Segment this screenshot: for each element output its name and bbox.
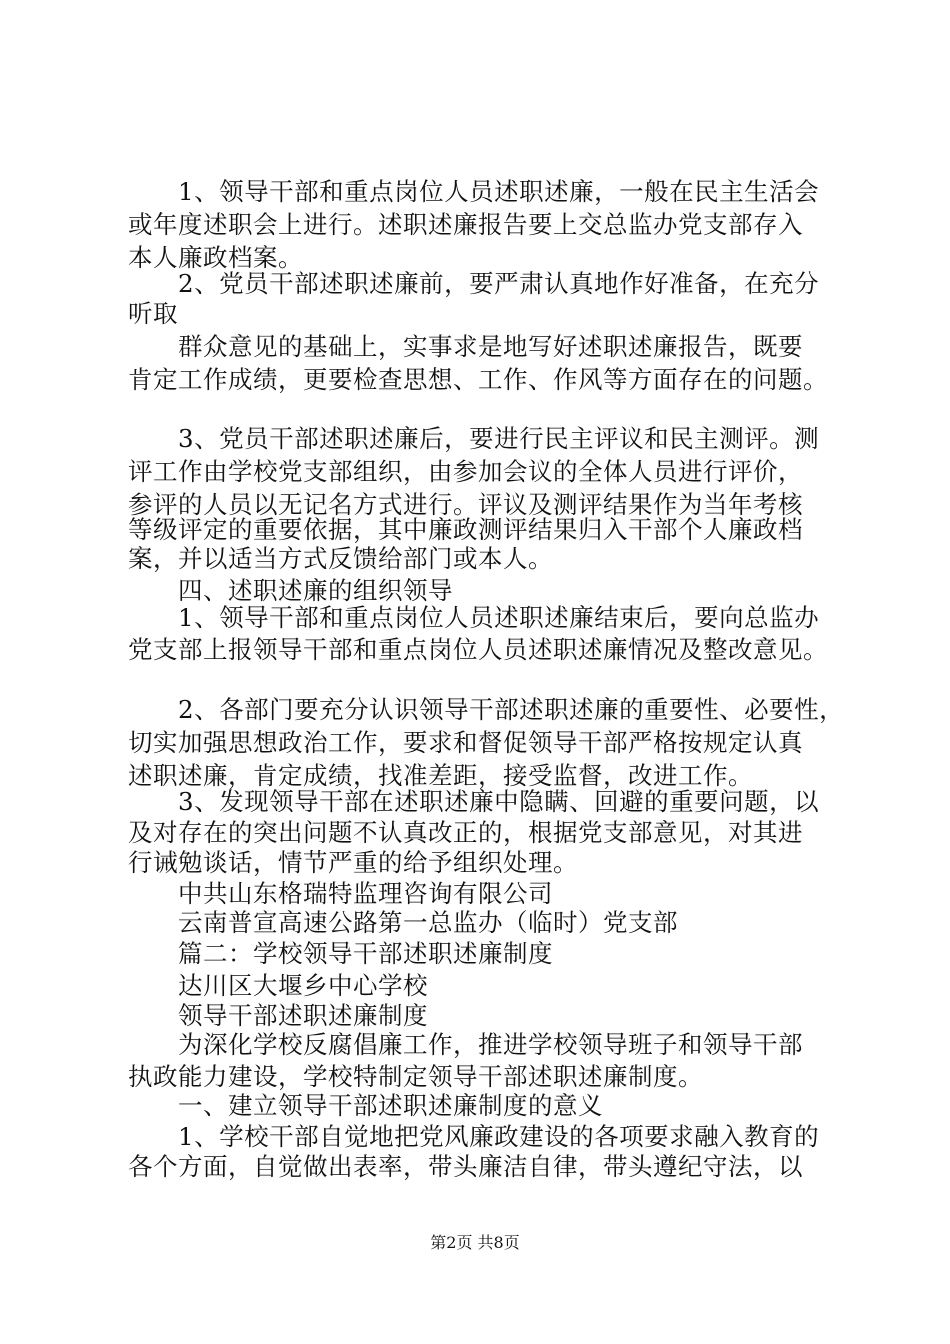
- text-line: 四、述职述廉的组织领导: [128, 576, 453, 605]
- text-line: 1、学校干部自觉地把党风廉政建设的各项要求融入教育的: [128, 1122, 820, 1151]
- text-line: 参评的人员以无记名方式进行。评议及测评结果作为当年考核: [128, 490, 803, 519]
- text-line: 听取: [128, 299, 178, 328]
- text-line: 各个方面，自觉做出表率，带头廉洁自律，带头遵纪守法，以: [128, 1152, 803, 1181]
- text-line: 1、领导干部和重点岗位人员述职述廉结束后，要向总监办: [128, 603, 820, 632]
- text-line: 为深化学校反腐倡廉工作，推进学校领导班子和领导干部: [128, 1030, 803, 1059]
- text-line: 或年度述职会上进行。述职述廉报告要上交总监办党支部存入: [128, 210, 803, 239]
- text-line: 中共山东格瑞特监理咨询有限公司: [128, 879, 553, 908]
- text-line: 1、领导干部和重点岗位人员述职述廉，一般在民主生活会: [128, 177, 820, 206]
- text-line: 3、党员干部述职述廉后，要进行民主评议和民主测评。测: [128, 424, 820, 453]
- text-line: 本人廉政档案。: [128, 243, 303, 272]
- text-line: 领导干部述职述廉制度: [128, 1001, 428, 1030]
- text-line: 2、党员干部述职述廉前，要严肃认真地作好准备，在充分: [128, 269, 820, 298]
- text-line: 述职述廉，肯定成绩，找准差距，接受监督，改进工作。: [128, 761, 753, 790]
- text-line: 云南普宣高速公路第一总监办（临时）党支部: [128, 908, 678, 937]
- text-line: 切实加强思想政治工作，要求和督促领导干部严格按规定认真: [128, 728, 803, 757]
- text-line: 群众意见的基础上，实事求是地写好述职述廉报告，既要: [128, 332, 803, 361]
- text-line: 行诫勉谈话，情节严重的给予组织处理。: [128, 848, 578, 877]
- text-line: 案，并以适当方式反馈给部门或本人。: [128, 544, 553, 573]
- text-line: 篇二：学校领导干部述职述廉制度: [128, 939, 553, 968]
- text-line: 达川区大堰乡中心学校: [128, 971, 428, 1000]
- text-line: 3、发现领导干部在述职述廉中隐瞒、回避的重要问题，以: [128, 787, 820, 816]
- page-footer: 第2页 共8页: [430, 1233, 520, 1252]
- text-line: 执政能力建设，学校特制定领导干部述职述廉制度。: [128, 1062, 703, 1091]
- text-line: 党支部上报领导干部和重点岗位人员述职述廉情况及整改意见。: [128, 635, 828, 664]
- text-line: 及对存在的突出问题不认真改正的，根据党支部意见，对其进: [128, 818, 803, 847]
- text-line: 一、建立领导干部述职述廉制度的意义: [128, 1091, 603, 1120]
- text-line: 2、各部门要充分认识领导干部述职述廉的重要性、必要性，: [128, 695, 845, 724]
- text-line: 肯定工作成绩，更要检查思想、工作、作风等方面存在的问题。: [128, 365, 828, 394]
- text-line: 评工作由学校党支部组织，由参加会议的全体人员进行评价，: [128, 457, 803, 486]
- text-line: 等级评定的重要依据，其中廉政测评结果归入干部个人廉政档: [128, 515, 803, 544]
